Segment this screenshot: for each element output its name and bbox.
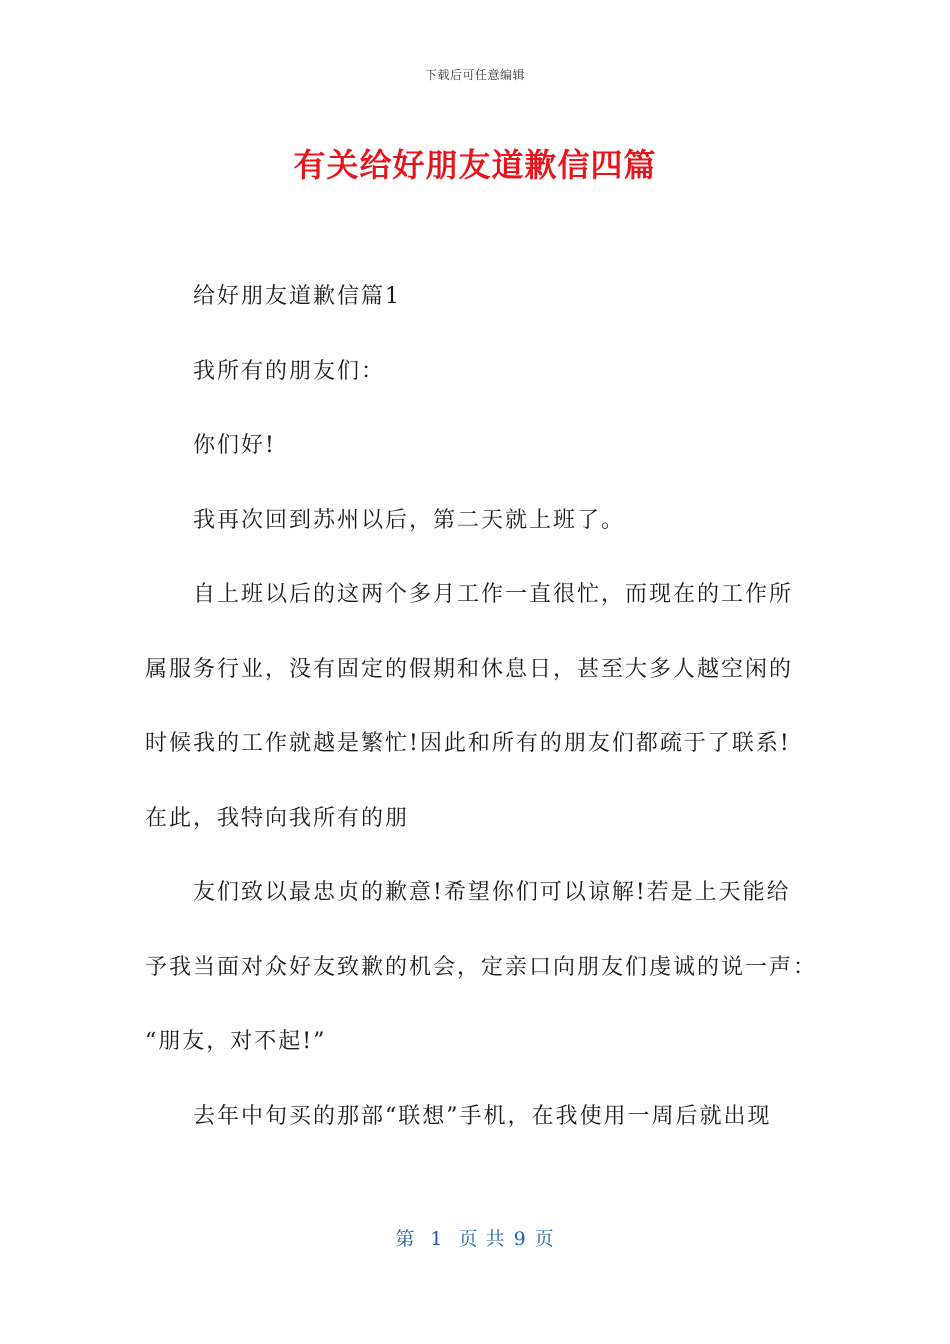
paragraph-line: 时候我的工作就越是繁忙!因此和所有的朋友们都疏于了联系!	[145, 731, 791, 756]
paragraph-line: 友们致以最忠贞的歉意!希望你们可以谅解!若是上天能给	[193, 880, 791, 905]
paragraph-line: 给好朋友道歉信篇1	[193, 284, 401, 309]
footer-total-pages: 9	[513, 1228, 527, 1250]
paragraph-line: 予我当面对众好友致歉的机会，定亲口向朋友们虔诚的说一声：	[145, 954, 818, 980]
paragraph-line: 我所有的朋友们：	[193, 358, 386, 384]
paragraph-line: 属服务行业，没有固定的假期和休息日，甚至大多人越空闲的	[145, 656, 794, 682]
footer-suffix: 页	[534, 1228, 555, 1250]
footer-prefix: 第	[395, 1228, 416, 1250]
paragraph-line: 我再次回到苏州以后，第二天就上班了。	[193, 507, 626, 533]
paragraph-line: “朋友，对不起!”	[145, 1029, 327, 1054]
footer-middle: 页 共	[458, 1228, 506, 1250]
page-header-note: 下载后可任意编辑	[424, 68, 525, 82]
paragraph-line: 在此，我特向我所有的朋	[145, 805, 410, 831]
page-footer	[0, 1224, 950, 1251]
paragraph-line: 自上班以后的这两个多月工作一直很忙，而现在的工作所	[193, 582, 794, 607]
footer-current-page: 1	[430, 1228, 444, 1250]
paragraph-line: 去年中旬买的那部“联想”手机，在我使用一周后就出现	[193, 1103, 772, 1129]
document-title: 有关给好朋友道歉信四篇	[293, 146, 657, 184]
paragraph-line: 你们好!	[193, 433, 276, 458]
document-body	[145, 274, 818, 1168]
